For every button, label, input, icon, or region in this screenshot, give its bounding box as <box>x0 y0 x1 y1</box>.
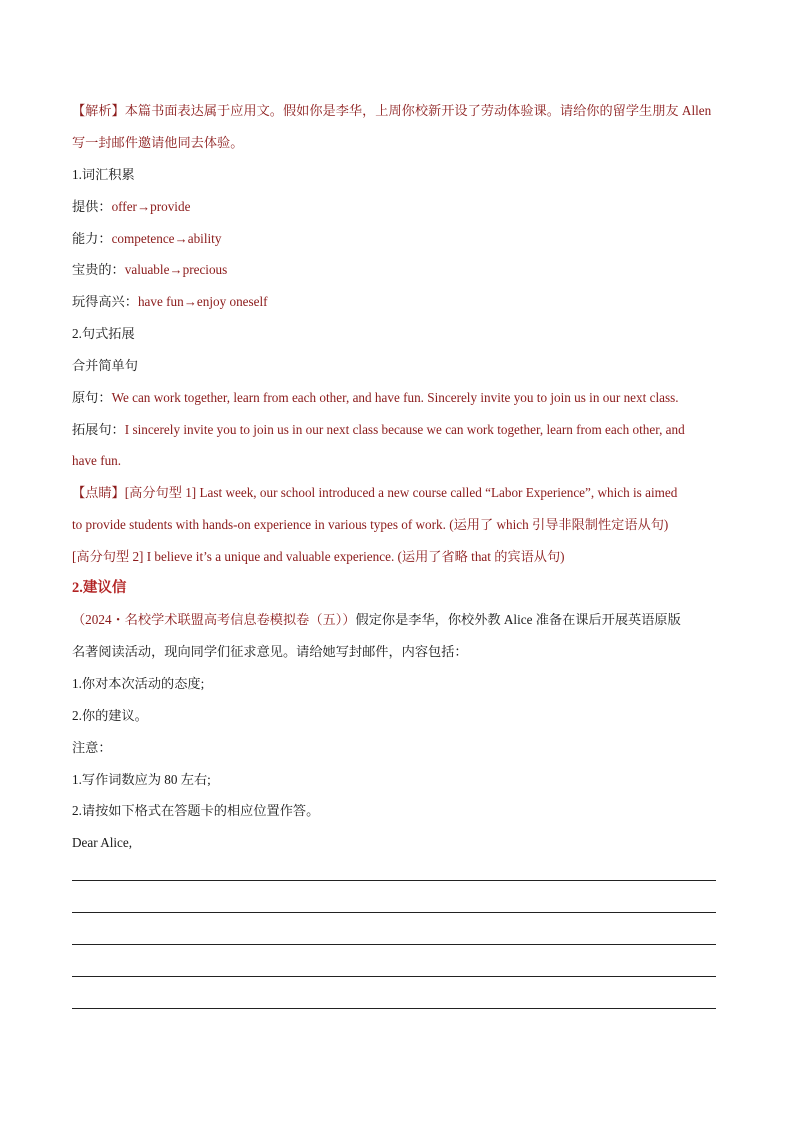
analysis-paragraph-line1 <box>72 102 711 120</box>
extended-sentence-line1 <box>72 421 685 439</box>
vocab-label: 能力： <box>72 231 112 246</box>
analysis-paragraph-line2: 写一封邮件邀请他同去体验。 <box>72 135 244 150</box>
highlight-line2: to provide students with hands-on experience in various types of work. (运用了 which 引导非限制性定语从句) <box>72 517 669 532</box>
vocab-label: 宝贵的： <box>72 262 125 277</box>
highlight-line1 <box>72 484 677 502</box>
task-prompt-line2: 名著阅读活动，现向同学们征求意见。请给她写封邮件，内容包括： <box>72 644 468 659</box>
task-point: 2.你的建议。 <box>72 708 148 723</box>
vocab-label: 玩得高兴： <box>72 294 138 309</box>
vocab-heading: 1.词汇积累 <box>72 167 135 182</box>
sentence-heading: 2.句式拓展 <box>72 326 135 341</box>
original-label: 原句： <box>72 390 112 405</box>
vocab-item <box>72 230 221 248</box>
task-point: 1.你对本次活动的态度; <box>72 676 205 691</box>
answer-line[interactable] <box>72 912 716 913</box>
extended-text: I sincerely invite you to join us in our next class because we can work together, learn from each other, and <box>124 422 685 437</box>
vocab-item <box>72 261 227 279</box>
vocab-label: 提供： <box>72 199 112 214</box>
vocab-value: valuable→precious <box>124 262 228 277</box>
vocab-value: have fun→enjoy oneself <box>137 294 268 309</box>
answer-line[interactable] <box>72 880 716 881</box>
analysis-tag: 【解析】 <box>72 103 125 118</box>
extended-label: 拓展句： <box>72 422 125 437</box>
note-item: 2.请按如下格式在答题卡的相应位置作答。 <box>72 803 320 818</box>
note-item: 1.写作词数应为 80 左右; <box>72 772 211 787</box>
original-text: We can work together, learn from each other, and have fun. Sincerely invite you to join us in our next class. <box>111 390 679 405</box>
letter-greeting: Dear Alice, <box>72 835 133 850</box>
answer-line[interactable] <box>72 944 716 945</box>
vocab-item <box>72 198 190 216</box>
task-prompt-text: 假定你是李华，你校外教 Alice 准备在课后开展英语原版 <box>355 612 681 627</box>
highlight-line3: [高分句型 2] I believe it’s a unique and valuable experience. (运用了省略 that 的宾语从句) <box>72 549 565 564</box>
task-prompt-line1 <box>72 611 681 629</box>
analysis-text: 本篇书面表达属于应用文。假如你是李华，上周你校新开设了劳动体验课。请给你的留学生朋友 Allen <box>124 103 712 118</box>
answer-line[interactable] <box>72 976 716 977</box>
task-source: （2024・名校学术联盟高考信息卷模拟卷（五）） <box>72 612 356 627</box>
note-heading: 注意： <box>72 740 112 755</box>
extended-sentence-line2: have fun. <box>72 453 122 468</box>
highlight-tag: 【点睛】 <box>72 485 125 500</box>
vocab-value: competence→ability <box>111 231 222 246</box>
highlight-text: [高分句型 1] Last week, our school introduced a new course called “Labor Experience”, which is aimed <box>124 485 678 500</box>
vocab-item <box>72 293 268 311</box>
vocab-value: offer→provide <box>111 199 191 214</box>
original-sentence <box>72 389 679 407</box>
answer-line[interactable] <box>72 1008 716 1009</box>
section-title: 2.建议信 <box>72 580 127 596</box>
sentence-subheading: 合并简单句 <box>72 358 138 373</box>
